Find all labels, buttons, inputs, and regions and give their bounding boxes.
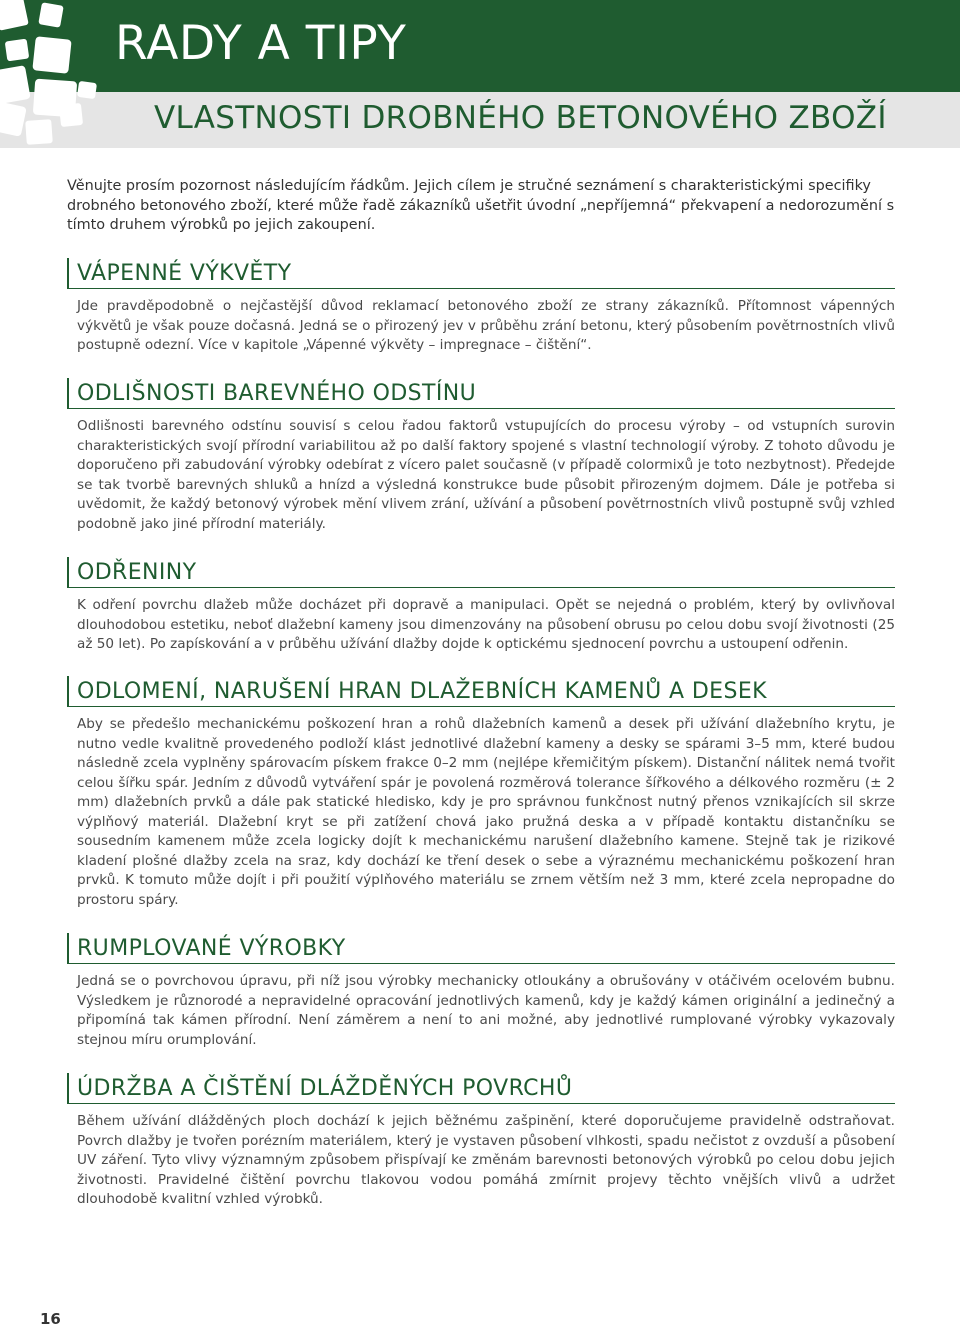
section-heading [67,258,895,289]
section-text: K odření povrchu dlažeb může docházet při dopravě a manipulaci. Opět se nejedná o problém, který by ovlivňoval dlouhodobou estetiku, neboť dlažební kameny jsou dimenzovány na působení obrusu po celou dobu svojí životnosti (25 až 50 let). Po zapískování a v průběhu užívání dlažby dojde k optickému sjednocení povrchu a ustoupení odřenin. [77,597,895,652]
paving-stones-logo-icon [0,0,110,148]
section-heading [67,557,895,588]
section-heading [67,1073,895,1104]
section-heading [67,676,895,707]
section-odreniny [67,557,895,655]
section-title: ODLOMENÍ, NARUŠENÍ HRAN DLAŽEBNÍCH KAMENŮ A DESEK [77,678,767,704]
page-number: 16 [40,1310,61,1328]
section-text: Odlišnosti barevného odstínu souvisí s celou řadou faktorů vstupujících do procesu výroby – od vstupních surovin charakteristických svojí přírodní variabilitou až po další faktory spojené s vlastní technologií výroby. Z tohoto důvodu je doporučeno při zabudování výrobky odebírat z vícero palet současně (v případě colormixů je toto nezbytnost). Předejde se tak tvorbě barevných shluků a hnízd a výsledná konstrukce bude působit přirozeným dojmem. Dále je potřeba si uvědomit, že každý betonový výrobek mění vlivem zrání, užívání a působení povětrnostních vlivů postupně svůj vzhled podobně jako jiné přírodní materiály. [77,418,895,532]
section-heading [67,933,895,964]
section-text: Jedná se o povrchovou úpravu, při níž jsou výrobky mechanicky otloukány a obrušovány v otáčivém ocelovém bubnu. Výsledkem je různorodé a nepravidelné opracování jednotlivých kamenů, kdy je každý kámen originální a jedinečný a připomíná tak kámen přírodní. Není záměrem a není to ani možné, aby jednotlivé rumplované výrobky vykazovaly stejnou míru orumplování. [77,973,895,1048]
section-text: Během užívání dlážděných ploch dochází k jejich běžnému zašpinění, které doporučujeme pravidelně odstraňovat. Povrch dlažby je tvořen porézním materiálem, který je vystaven působení vlhkosti, spadu nečistot z ovzduší a působení UV záření. Tyto vlivy významným způsobem přispívají ke změnám barevnosti betonových výrobků po celou dobu jejich životnosti. Pravidelné čištění povrchu tlakovou vodou pomáhá zmírnit projevy těchto vnějších vlivů a udržet dlouhodobě kvalitní vzhled výrobků. [77,1113,895,1207]
section-udrzba-cisteni [67,1073,895,1210]
section-title: ÚDRŽBA A ČIŠTĚNÍ DLÁŽDĚNÝCH POVRCHŮ [77,1075,573,1101]
section-title: VÁPENNÉ VÝKVĚTY [77,260,292,286]
page-subtitle: VLASTNOSTI DROBNÉHO BETONOVÉHO ZBOŽÍ [154,100,887,136]
section-heading [67,378,895,409]
section-title: ODŘENINY [77,559,197,585]
page-title: RADY A TIPY [115,16,407,71]
section-odlomeni-hran [67,676,895,910]
section-text: Jde pravděpodobně o nejčastější důvod reklamací betonového zboží ze strany zákazníků. Přítomnost vápenných výkvětů je však pouze dočasná. Jedná se o přirozený jev v průběhu zrání betonu, který působením povětrnostních vlivů postupně odezní. Více v kapitole „Vápenné výkvěty – impregnace – čištění“. [77,298,895,353]
header-band [0,0,960,92]
section-text: Aby se předešlo mechanickému poškození hran a rohů dlažebních kamenů a desek při užívání dlažebního krytu, je nutno vedle kvalitně provedeného podloží klást jednotlivé dlažební kameny a desky se spárami 3–5 mm, které budou následně zcela vyplněny spárovacím pískem frakce 0–2 mm (nejlépe křemičitým pískem). Distanční nálitek nemá tvořit celou šířku spár. Jedním z důvodů vytváření spár je povolená rozměrová tolerance šířkového a délkového rozměru (± 2 mm) dlažebních prvků a dále pak statické hledisko, kdy je pro správnou funkčnost nutný přenos vznikajících sil skrze výplňový materiál. Dlažební kryt se při zatížení chová jako pružná deska a v případě kontaktu distančníku se sousedním kamenem může zcela logicky dojít k mechanickému narušení dlažebního kamene. Stejně tak je rizikové kladení plošné dlažby zcela na sraz, kdy dochází ke tření desek o sebe a výraznému mechanickému poškození hran prvků. K tomuto může dojít i při použití výplňového materiálu se zrnem větším než 3 mm, které zcela nepropadne do prostoru spáry. [77,716,895,908]
section-title: RUMPLOVANÉ VÝROBKY [77,935,346,961]
subheader-band [0,92,960,148]
section-vapenne-vykvety [67,258,895,356]
section-odlisnosti-odstinu [67,378,895,534]
section-title: ODLIŠNOSTI BAREVNÉHO ODSTÍNU [77,380,477,406]
intro-paragraph: Věnujte prosím pozornost následujícím řádkům. Jejich cílem je stručné seznámení s charakteristickými specifiky drobného betonového zboží, které může řadě zákazníků ušetřit úvodní „nepříjemná“ překvapení a nedorozumění s tímto druhem výrobků po jejich zakoupení. [67,178,895,234]
section-rumplovane-vyrobky [67,933,895,1050]
